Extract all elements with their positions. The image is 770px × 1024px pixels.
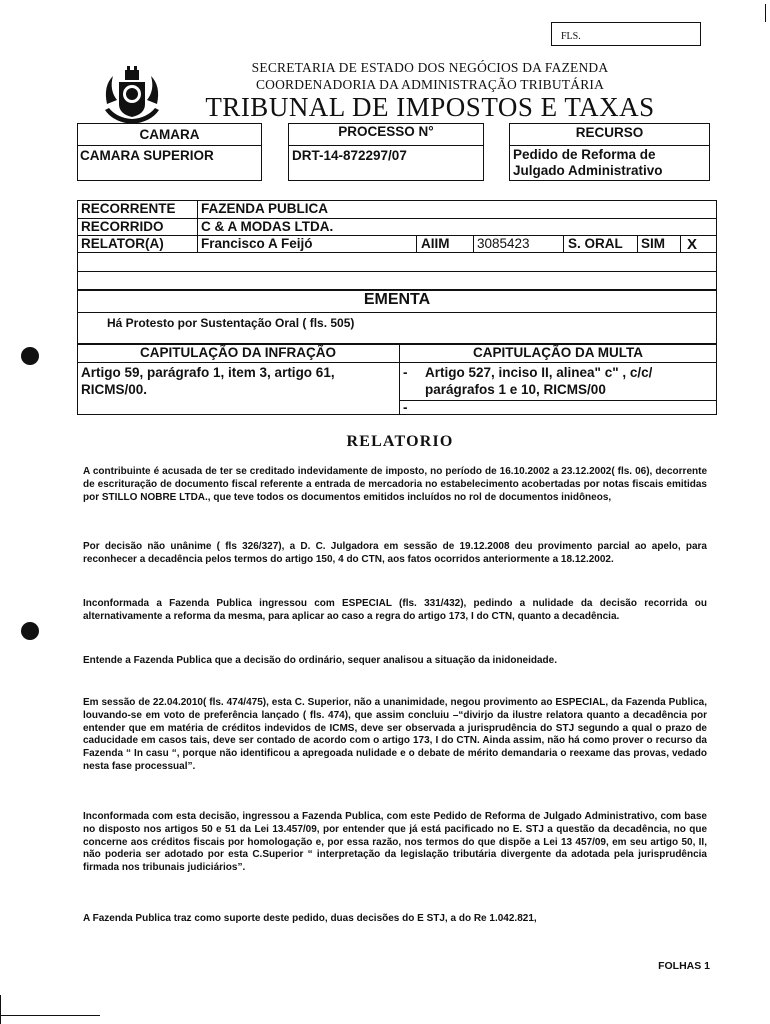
sim-label: SIM	[641, 236, 666, 251]
relatorio-paragraph-6: Inconformada com esta decisão, ingressou a Fazenda Publica, com este Pedido de Reforma de Julgado Administrativo, com base no disposto nos artigos 50 e 51 da Lei 13.457/09, por entender que já está pacificado no E. STJ a questão da decadência, no que concerne aos créditos fiscais por homologação e, por essa razão, nos termos do que dispõe a Lei 13 457/09, em seu artigo 50, II, não poderia ser adotado por esta C.Superior “ interpretação da legislação tributária divergente da adotada pela jurisprudência firmada nos tribunais judiciários”.	[83, 811, 707, 874]
capitulacao-multa-label: CAPITULAÇÃO DA MULTA	[473, 345, 643, 360]
recorrido-value: C & A MODAS LTDA.	[201, 219, 334, 234]
camara-value: CAMARA SUPERIOR	[80, 148, 214, 163]
header-secretaria: SECRETARIA DE ESTADO DOS NEGÓCIOS DA FAZENDA	[251, 60, 609, 75]
capitulacao-infracao-label: CAPITULAÇÃO DA INFRAÇÃO	[140, 345, 336, 360]
relatorio-paragraph-2: Por decisão não unânime ( fls 326/327), a D. C. Julgadora em sessão de 19.12.2008 deu provimento parcial ao apelo, para reconhecer a decadência pelos termos do artigo 150, 4 do CTN, aos fatos ocorridos anteriormente a 18.12.2002.	[83, 541, 707, 565]
ementa-text: Há Protesto por Sustentação Oral ( fls. 505)	[107, 316, 355, 330]
recurso-value-line2: Julgado Administrativo	[513, 163, 663, 178]
recorrente-label: RECORRENTE	[81, 201, 176, 216]
relatorio-title: RELATORIO	[346, 433, 454, 450]
relatorio-paragraph-3: Inconformada a Fazenda Publica ingressou com ESPECIAL (fls. 331/432), pedindo a nulidade da decisão recorrida ou alternativamente a reforma da mesma, para aplicar ao caso a regra do artigo 173, I do CTN, quanto a decadência.	[83, 598, 707, 622]
aiim-label: AIIM	[421, 236, 450, 251]
processo-label: PROCESSO N°	[338, 124, 434, 139]
relator-label: RELATOR(A)	[81, 236, 164, 251]
header-coordenadoria: COORDENADORIA DA ADMINISTRAÇÃO TRIBUTÁRIA	[255, 77, 605, 92]
ementa-title: EMENTA	[363, 291, 431, 308]
punch-hole-top	[21, 347, 39, 365]
infracao-line1: Artigo 59, parágrafo 1, item 3, artigo 61,	[81, 365, 335, 380]
camara-label: CAMARA	[139, 127, 200, 142]
edge-mark	[765, 4, 766, 22]
relator-value: Francisco A Feijó	[201, 236, 313, 251]
recurso-value-line1: Pedido de Reforma de	[513, 147, 656, 162]
processo-value: DRT-14-872297/07	[292, 148, 407, 163]
fls-box	[551, 22, 701, 46]
soral-label: S. ORAL	[568, 236, 623, 251]
page-number: FOLHAS 1	[658, 960, 710, 972]
multa-line1: Artigo 527, inciso II, alinea" c" , c/c/	[425, 365, 653, 380]
sim-checkmark: X	[687, 236, 698, 253]
relatorio-paragraph-5: Em sessão de 22.04.2010( fls. 474/475), esta C. Superior, não a unanimidade, negou provimento ao ESPECIAL, da Fazenda Publica, louvando-se em voto de preferência lançado ( fls. 474), que assim concluiu –“divirjo da ilustre relatora quanto a decadência por entender que em matéria de créditos indevidos de ICMS, deve ser observada a jurisprudência do STJ segundo a qual o prazo de caducidade em casos tais, deve ser contado de acordo com o artigo 173, I do CTN. Ainda assim, não há como prover o recurso da Fazenda “ In casu “, porque não identificou a apregoada nulidade e o debate de mérito demandaria o reexame das provas, vedado nesta fase processual”.	[83, 697, 707, 772]
capitulacao-dash-2: -	[403, 400, 408, 415]
capitulacao-dash-1: -	[403, 365, 408, 380]
infracao-line2: RICMS/00.	[81, 382, 148, 397]
aiim-value: 3085423	[477, 236, 530, 251]
relatorio-paragraph-7: A Fazenda Publica traz como suporte deste pedido, duas decisões do E STJ, a do Re 1.042.821,	[83, 913, 537, 924]
multa-line2: parágrafos 1 e 10, RICMS/00	[425, 382, 606, 397]
relatorio-paragraph-1: A contribuinte é acusada de ter se creditado indevidamente de imposto, no período de 16.10.2002 a 23.12.2002( fls. 06), decorrente de escrituração de documento fiscal referente a entrada de mercadoria no estabelecimento acobertadas por notas fiscais emitidas por STILLO NOBRE LTDA., que teve todos os documentos emitidos incluídos no rol de documentos inidôneos,	[83, 466, 707, 503]
punch-hole-bottom	[21, 622, 39, 640]
fls-label: FLS.	[561, 31, 581, 42]
relatorio-paragraph-4: Entende a Fazenda Publica que a decisão do ordinário, sequer analisou a situação da inidoneidade.	[83, 655, 558, 666]
scan-edge-line	[0, 1015, 100, 1016]
recurso-label: RECURSO	[575, 125, 644, 140]
header-tribunal: TRIBUNAL DE IMPOSTOS E TAXAS	[205, 92, 655, 122]
scan-edge-mark	[0, 995, 1, 1024]
recorrido-label: RECORRIDO	[81, 219, 164, 234]
recorrente-value: FAZENDA PUBLICA	[201, 201, 328, 216]
